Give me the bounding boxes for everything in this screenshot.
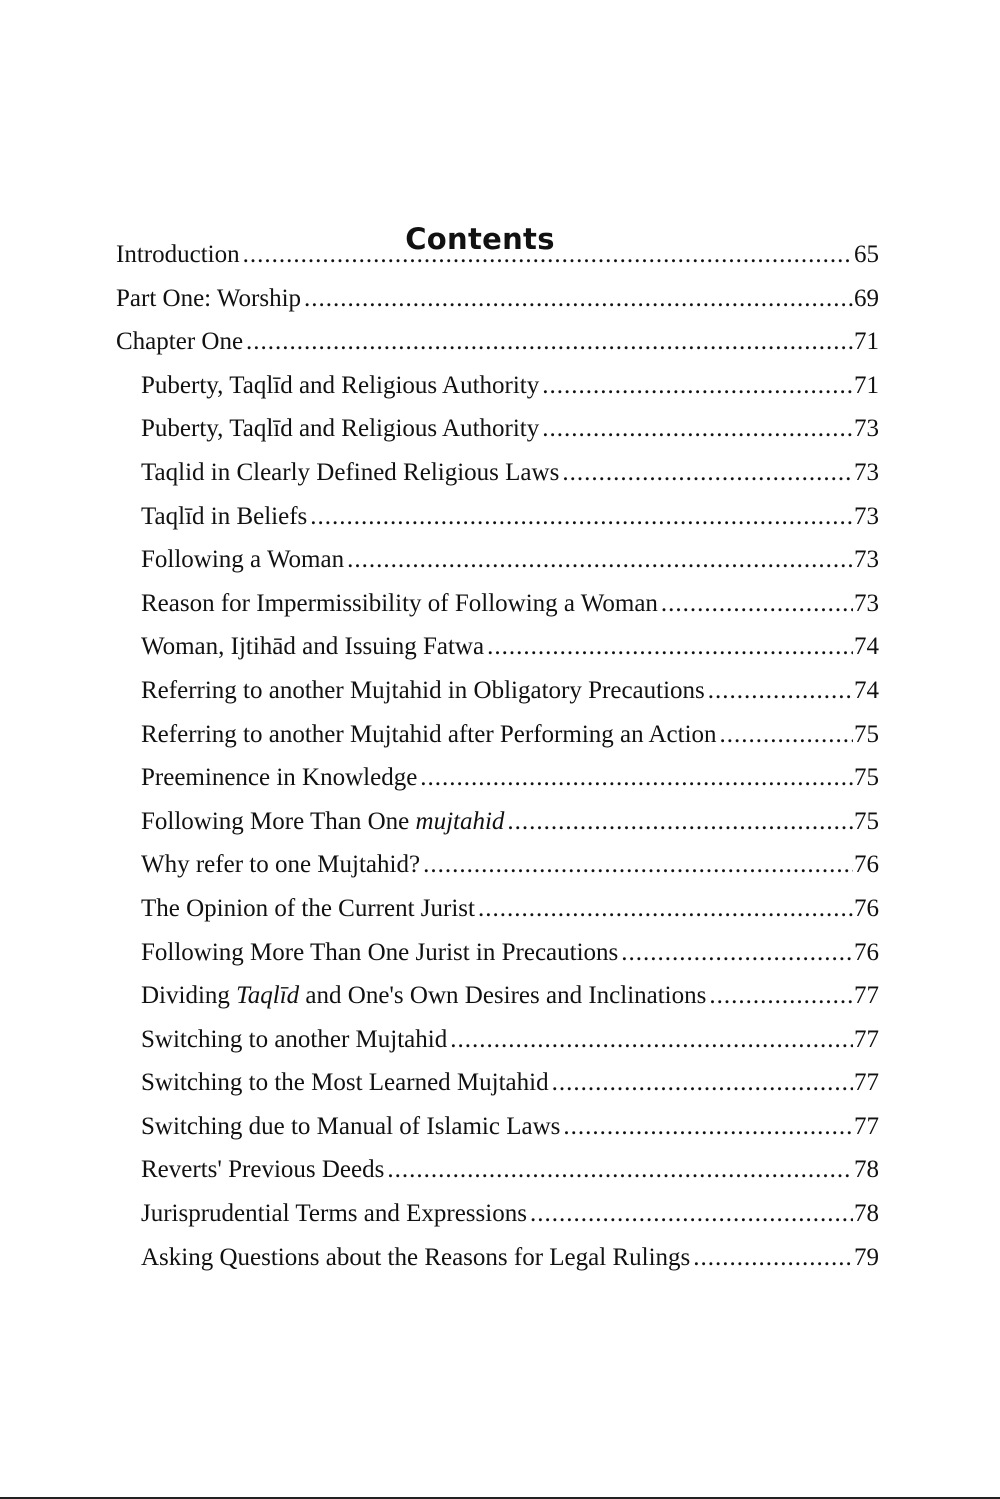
page-title: Contents: [405, 222, 555, 257]
toc-page-number: 73: [854, 458, 879, 486]
toc-entry-label: [141, 931, 618, 975]
toc-entry-label-text: Why refer to one Mujtahid?: [141, 851, 421, 879]
toc-entry-label: [141, 887, 475, 931]
dot-leader: [420, 756, 853, 800]
toc-entry[interactable]: [116, 931, 879, 975]
toc-entry-label-text: Jurisprudential Terms and Expressions: [141, 1200, 527, 1228]
toc-page-number: 71: [854, 328, 879, 356]
toc-page-number: 77: [854, 1025, 879, 1053]
dot-leader: [562, 451, 853, 495]
toc-entry-label: [141, 1148, 384, 1192]
toc-entry-label-italic: mujtahid: [415, 807, 505, 835]
dot-leader: [310, 495, 853, 539]
toc-entry-label-text: Following More Than One Jurist in Precautions: [141, 938, 619, 966]
toc-entry[interactable]: [116, 451, 879, 495]
toc-entry[interactable]: [116, 887, 879, 931]
toc-entry[interactable]: [116, 1148, 879, 1192]
toc-entry-label-text: Taqlid in Clearly Defined Religious Laws: [141, 458, 560, 486]
toc-page-number: 79: [854, 1243, 879, 1271]
toc-entry-label: [141, 1105, 560, 1149]
toc-entry-label: [141, 538, 344, 582]
toc-entry[interactable]: [116, 364, 879, 408]
toc-page-number: 75: [854, 807, 879, 835]
toc-entry[interactable]: [116, 713, 879, 757]
dot-leader: [720, 713, 853, 757]
toc-entry-label-text: Woman, Ijtihād and Issuing Fatwa: [141, 633, 485, 661]
toc-entry[interactable]: [116, 277, 879, 321]
toc-page-number: 75: [854, 764, 879, 792]
toc-page-number: 78: [854, 1200, 879, 1228]
toc-entry-label-text: Dividing: [141, 982, 237, 1010]
toc-entry[interactable]: [116, 1018, 879, 1062]
toc-page-number: 76: [854, 894, 879, 922]
dot-leader: [304, 277, 853, 321]
dot-leader: [542, 364, 853, 408]
toc-page-number: 76: [854, 938, 879, 966]
toc-entry[interactable]: [116, 582, 879, 626]
toc-entry[interactable]: [116, 1192, 879, 1236]
toc-entry-label-text: Introduction: [116, 241, 240, 268]
toc-page-number: 76: [854, 851, 879, 879]
toc-entry-label-text: Part One: Worship: [116, 284, 302, 312]
dot-leader: [552, 1061, 853, 1105]
dot-leader: [450, 1018, 853, 1062]
toc-entry-label-text: The Opinion of the Current Jurist: [141, 894, 475, 922]
dot-leader: [708, 669, 853, 713]
toc-page-number: 77: [854, 1112, 879, 1140]
toc-entry-label-text: Chapter One: [116, 328, 244, 356]
toc-entry-label: [116, 277, 301, 321]
dot-leader: [487, 625, 853, 669]
toc-entry-label-text: Puberty, Taqlīd and Religious Authority: [141, 371, 540, 399]
toc-entry-label-text: Puberty, Taqlīd and Religious Authority: [141, 415, 540, 443]
dot-leader: [246, 320, 853, 364]
toc-entry[interactable]: [116, 538, 879, 582]
dot-leader: [423, 843, 853, 887]
toc-entry-label: [141, 495, 307, 539]
toc-entry-label: [141, 364, 539, 408]
toc-entry-label: [141, 713, 717, 757]
toc-page-number: 77: [854, 1069, 879, 1097]
toc-entry-label-text: Taqlīd in Beliefs: [141, 502, 308, 530]
dot-leader: [507, 800, 853, 844]
toc-page-number: 65: [854, 241, 879, 268]
toc-entry-label-text: Switching to the Most Learned Mujtahid: [141, 1069, 549, 1097]
toc-entry[interactable]: [116, 1236, 879, 1280]
toc-entry-label: [141, 1061, 549, 1105]
toc-entry[interactable]: [116, 1061, 879, 1105]
toc-page-number: 73: [854, 589, 879, 617]
toc-page-number: 77: [854, 982, 879, 1010]
toc-page-number: 74: [854, 676, 879, 704]
toc-entry-label-text: Asking Questions about the Reasons for Legal Rulings: [141, 1243, 691, 1271]
dot-leader: [709, 974, 853, 1018]
dot-leader: [542, 407, 853, 451]
toc-entry-label: [141, 974, 706, 1018]
toc-entry-label: [141, 756, 417, 800]
toc-entry-label: [141, 407, 539, 451]
toc-page-number: 73: [854, 502, 879, 530]
toc-page-number: 75: [854, 720, 879, 748]
toc-entry[interactable]: [116, 843, 879, 887]
dot-leader: [621, 931, 853, 975]
toc-entry-label: [141, 800, 504, 844]
table-of-contents: [116, 233, 879, 1279]
dot-leader: [478, 887, 853, 931]
dot-leader: [563, 1105, 853, 1149]
toc-entry-label: [141, 625, 484, 669]
toc-page-number: 69: [854, 284, 879, 312]
dot-leader: [243, 233, 853, 277]
toc-entry-label-text: Following More Than One: [141, 807, 416, 835]
toc-page-number: 74: [854, 633, 879, 661]
toc-page-number: 73: [854, 415, 879, 443]
toc-page-number: 71: [854, 371, 879, 399]
toc-entry[interactable]: [116, 1105, 879, 1149]
toc-entry-label-italic: Taqlīd: [236, 982, 300, 1010]
toc-entry-label-text: Referring to another Mujtahid in Obligatory Precautions: [141, 676, 705, 704]
toc-page-number: 73: [854, 546, 879, 574]
toc-entry-label: [141, 669, 705, 713]
toc-entry[interactable]: [116, 407, 879, 451]
toc-entry-label-text: Following a Woman: [141, 546, 345, 574]
dot-leader: [693, 1236, 853, 1280]
toc-entry[interactable]: [116, 495, 879, 539]
toc-entry[interactable]: [116, 974, 879, 1018]
toc-entry[interactable]: [116, 756, 879, 800]
toc-entry[interactable]: [116, 233, 879, 277]
toc-entry-label: [116, 233, 240, 277]
toc-page-number: 78: [854, 1156, 879, 1184]
toc-entry-label-text: Referring to another Mujtahid after Performing an Action: [141, 720, 717, 748]
toc-entry-label: [141, 582, 658, 626]
dot-leader: [661, 582, 853, 626]
toc-entry-label-text: Switching due to Manual of Islamic Laws: [141, 1112, 561, 1140]
toc-entry-label: [141, 843, 420, 887]
toc-entry-label: [116, 320, 243, 364]
toc-entry-label-tail: and One's Own Desires and Inclinations: [299, 982, 707, 1010]
dot-leader: [530, 1192, 853, 1236]
toc-entry-label: [141, 451, 559, 495]
toc-entry[interactable]: [116, 625, 879, 669]
toc-entry-label-text: Reverts' Previous Deeds: [141, 1156, 385, 1184]
toc-entry-label-text: Preeminence in Knowledge: [141, 764, 418, 792]
toc-entry-label: [141, 1236, 690, 1280]
toc-entry-label-text: Switching to another Mujtahid: [141, 1025, 448, 1053]
toc-entry-label-text: Reason for Impermissibility of Following a Woman: [141, 589, 658, 617]
dot-leader: [347, 538, 853, 582]
toc-entry[interactable]: [116, 800, 879, 844]
toc-entry[interactable]: [116, 320, 879, 364]
toc-entry[interactable]: [116, 669, 879, 713]
toc-entry-label: [141, 1018, 447, 1062]
toc-entry-label: [141, 1192, 527, 1236]
dot-leader: [387, 1148, 853, 1192]
